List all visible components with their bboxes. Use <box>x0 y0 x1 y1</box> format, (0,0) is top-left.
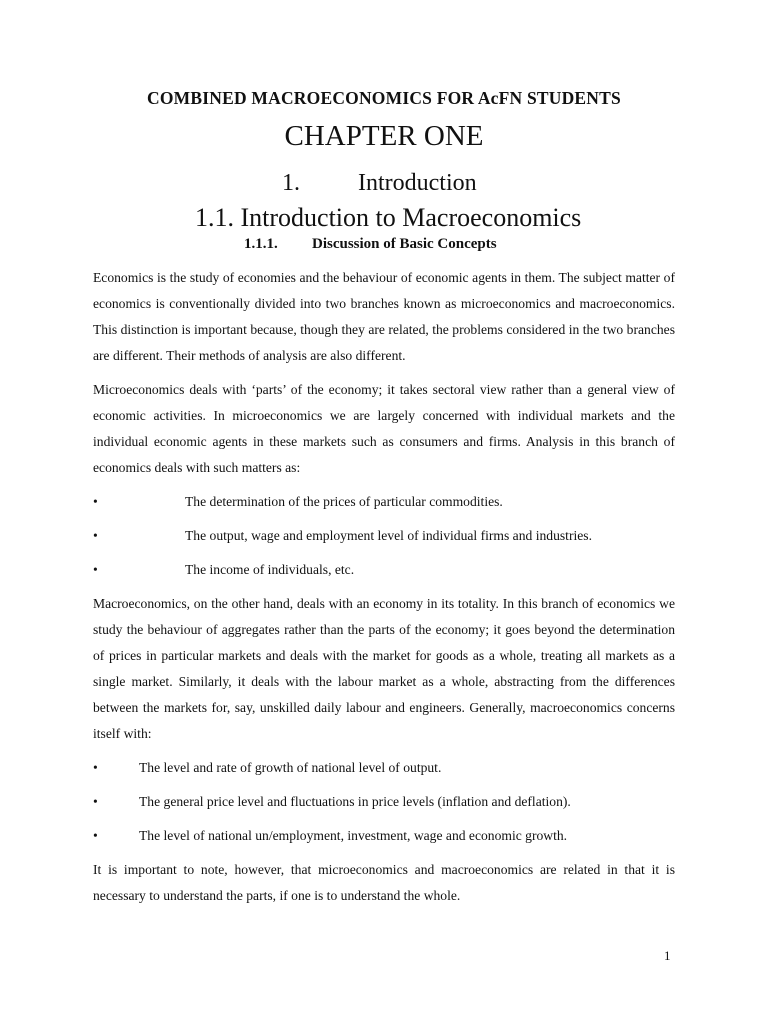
paragraph: It is important to note, however, that microeconomics and macroeconomics are related in that it is necessary to understand the parts, if one is to understand the whole. <box>93 862 675 903</box>
section-heading-1 <box>282 170 477 197</box>
list-item-text: The income of individuals, etc. <box>185 562 355 577</box>
document-title: COMBINED MACROECONOMICS FOR AcFN STUDENTS <box>147 88 621 108</box>
subsubsection-heading-1-1-1 <box>244 236 497 253</box>
paragraph: Microeconomics deals with ‘parts’ of the economy; it takes sectoral view rather than a general view of economic activities. In microeconomics we are largely concerned with individual markets and the individual economic agents in these markets such as consumers and firms. Analysis in this branch of economics deals with such matters as: <box>93 382 675 475</box>
section-number: 1. <box>282 170 300 196</box>
list-item <box>93 557 675 583</box>
section-title: Introduction <box>358 170 477 196</box>
chapter-heading: CHAPTER ONE <box>284 120 484 152</box>
list-item-text: The determination of the prices of particular commodities. <box>185 494 503 509</box>
subsection-heading-1-1: 1.1. Introduction to Macroeconomics <box>195 203 582 232</box>
list-item <box>93 823 675 849</box>
paragraph: Macroeconomics, on the other hand, deals with an economy in its totality. In this branch of economics we study the behaviour of aggregates rather than the parts of the economy; it goes beyond the determination of prices in particular markets and deals with the market for goods as a whole, treating all markets as a single market. Similarly, it deals with the labour market as a whole, abstracting from the differences between the markets for, say, unskilled daily labour and engineers. Generally, macroeconomics concerns itself with: <box>93 596 675 741</box>
paragraph: Economics is the study of economies and the behaviour of economic agents in them. The subject matter of economics is conventionally divided into two branches known as microeconomics and macroeconomics. This distinction is important because, though they are related, the problems considered in the two branches are different. Their methods of analysis are also different. <box>93 270 675 363</box>
list-item <box>93 523 675 549</box>
list-item-text: The level and rate of growth of national level of output. <box>139 760 442 775</box>
list-item-text: The general price level and fluctuations in price levels (inflation and deflation). <box>139 794 571 809</box>
list-item <box>93 489 675 515</box>
list-item <box>93 789 675 815</box>
document-body <box>93 265 675 917</box>
subsubsection-number: 1.1.1. <box>244 236 278 252</box>
list-item-text: The level of national un/employment, investment, wage and economic growth. <box>139 828 568 843</box>
macro-topics-list <box>93 755 675 849</box>
list-item-text: The output, wage and employment level of individual firms and industries. <box>185 528 592 543</box>
page-number: 1 <box>664 948 671 963</box>
bullet-icon: • <box>93 494 98 509</box>
bullet-icon: • <box>93 794 98 809</box>
subsubsection-title: Discussion of Basic Concepts <box>312 236 497 252</box>
micro-topics-list <box>93 489 675 583</box>
list-item <box>93 755 675 781</box>
bullet-icon: • <box>93 760 98 775</box>
bullet-icon: • <box>93 562 98 577</box>
bullet-icon: • <box>93 828 98 843</box>
bullet-icon: • <box>93 528 98 543</box>
